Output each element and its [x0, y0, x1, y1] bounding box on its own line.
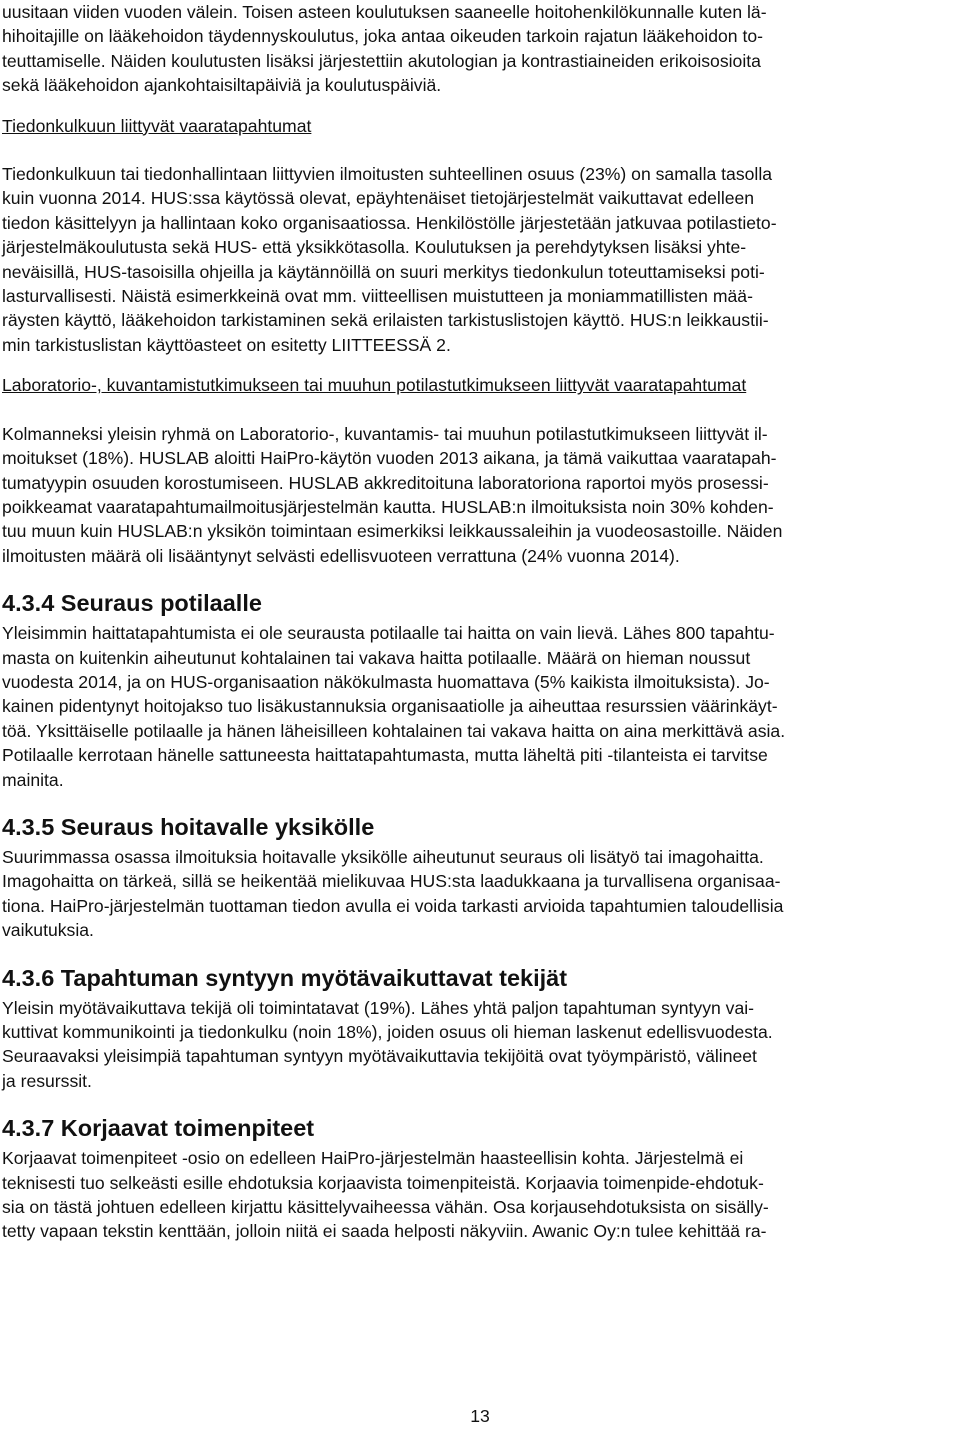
text-line: tetty vapaan tekstin kenttään, jolloin niitä ei saada helposti näkyviin. Awanic Oy:n tulee kehittää ra-: [2, 1221, 767, 1242]
text-line: poikkeamat vaaratapahtumailmoitusjärjestelmän kautta. HUSLAB:n ilmoituksista noin 30% kohden-: [2, 496, 774, 517]
text-line: Seuraavaksi yleisimpiä tapahtuman syntyyn myötävaikuttavia tekijöitä ovat työympäristö, välineet: [2, 1046, 757, 1067]
text-line: tiedon käsittelyyn ja hallintaan koko organisaatiossa. Henkilöstölle järjestetään jatkuvaa potilastieto-: [2, 212, 777, 233]
text-line: ilmoitusten määrä oli lisääntynyt selvästi edellisvuoteen verrattuna (24% vuonna 2014).: [2, 545, 680, 566]
text-line: räysten käyttö, lääkehoidon tarkistaminen sekä erilaisten tarkistuslistojen käyttö. HUS:n leikkaustii-: [2, 310, 769, 331]
text-line: kuttivat kommunikointi ja tiedonkulku (noin 18%), joiden osuus oli hieman laskenut edellisvuodesta.: [2, 1022, 773, 1042]
text-line: teknisesti tuo selkeästi esille ehdotuksia korjaavista toimenpiteistä. Korjaavia toimenpide-ehdotuk-: [2, 1172, 764, 1193]
section-heading-4-3-4: 4.3.4 Seuraus potilaalle: [2, 590, 262, 617]
text-line: vuodesta 2014, ja on HUS-organisaation näkökulmasta huomattava (5% kaikista ilmoituksista). Jo-: [2, 671, 770, 692]
section-4-3-6-paragraph: [2, 996, 952, 1094]
text-line: teuttamiselle. Näiden koulutusten lisäksi järjestettiin akutologian ja kontrastiaineiden erikoisosioita: [2, 50, 761, 71]
text-line: Potilaalle kerrotaan hänelle sattuneesta haittatapahtumasta, mutta läheltä piti -tilanteista ei tarvitse: [2, 745, 768, 766]
section-4-3-4-paragraph: [2, 621, 952, 792]
text-line: Kolmanneksi yleisin ryhmä on Laboratorio-, kuvantamis- tai muuhun potilastutkimukseen liittyvät il-: [2, 423, 768, 444]
text-line: sia on tästä johtuen edelleen kirjattu käsittelyvaiheessa vähän. Osa korjausehdotuksista on sisälly-: [2, 1197, 769, 1218]
page-number: 13: [470, 1406, 490, 1426]
text-line: moitukset (18%). HUSLAB aloitti HaiPro-käytön vuoden 2013 aikana, ja tämä vaikuttaa vaaratapah-: [2, 448, 777, 469]
intro-paragraph: [2, 0, 952, 98]
text-line: tumatyypin osuuden korostumiseen. HUSLAB akkreditoituna laboratoriona raportoi myös prosessi-: [2, 472, 769, 493]
text-line: neväisillä, HUS-tasoisilla ohjeilla ja käytännöillä on suuri merkitys tiedonkulun toteuttamiseksi poti-: [2, 261, 765, 282]
text-line: hihoitajille on lääkehoidon täydennyskoulutus, joka antaa oikeuden tarkoin rajatun lääkehoidon to-: [2, 26, 763, 47]
text-line: mainita.: [2, 769, 64, 790]
text-line: kainen pidentynyt hoitojakso tuo lisäkustannuksia organisaatiolle ja aiheuttaa resurssien väärinkäyt-: [2, 696, 778, 717]
text-line: Yleisin myötävaikuttava tekijä oli toimintatavat (19%). Lähes yhtä paljon tapahtuman syntyyn vai-: [2, 997, 755, 1018]
text-line: Suurimmassa osassa ilmoituksia hoitavalle yksikölle aiheutunut seuraus oli lisätyö tai imagohaitta.: [2, 846, 764, 867]
text-line: uusitaan viiden vuoden välein. Toisen asteen koulutuksen saaneelle hoitohenkilökunnalle kuten lä-: [2, 2, 767, 22]
laboratory-subheading: Laboratorio-, kuvantamistutkimukseen tai muuhun potilastutkimukseen liittyvät vaaratapahtumat: [2, 375, 747, 396]
section-heading-4-3-5: 4.3.5 Seuraus hoitavalle yksikölle: [2, 813, 375, 840]
text-line: vaikutuksia.: [2, 920, 94, 941]
text-line: Yleisimmin haittatapahtumista ei ole seurausta potilaalle tai haitta on vain lievä. Lähes 800 tapahtu-: [2, 623, 775, 644]
text-line: ja resurssit.: [2, 1070, 92, 1091]
text-line: masta on kuitenkin aiheutunut kohtalainen tai vakava haitta potilaalle. Määrä on hieman noussut: [2, 647, 751, 668]
info-flow-paragraph: [2, 162, 952, 357]
text-line: lasturvallisesti. Näistä esimerkkeinä ovat mm. viitteellisen muistutteen ja moniammatillisten mää-: [2, 286, 753, 307]
section-4-3-5-paragraph: [2, 845, 952, 943]
section-4-3-7-paragraph: [2, 1146, 952, 1244]
laboratory-paragraph: [2, 422, 952, 568]
text-line: tuu muun kuin HUSLAB:n yksikön toimintaan esimerkiksi leikkaussaleihin ja vuodeosastoille. Näiden: [2, 521, 783, 542]
text-line: min tarkistuslistan käyttöasteet on esitetty LIITTEESSÄ 2.: [2, 334, 451, 355]
info-flow-subheading: Tiedonkulkuun liittyvät vaaratapahtumat: [2, 115, 312, 136]
text-line: kuin vuonna 2014. HUS:ssa käytössä olevat, epäyhtenäiset tietojärjestelmät vaikuttavat edelleen: [2, 188, 755, 209]
text-line: Imagohaitta on tärkeä, sillä se heikentää mielikuvaa HUS:sta laadukkaana ja turvallisena organisaa-: [2, 871, 781, 892]
text-line: sekä lääkehoidon ajankohtaisiltapäiviä ja koulutuspäiviä.: [2, 75, 442, 96]
text-line: tiona. HaiPro-järjestelmän tuottaman tiedon avulla ei voida tarkasti arvioida tapahtumien taloudellisia: [2, 895, 784, 916]
text-line: Tiedonkulkuun tai tiedonhallintaan liittyvien ilmoitusten suhteellinen osuus (23%) on samalla tasolla: [2, 164, 773, 185]
document-page: [2, 0, 952, 1260]
text-line: töä. Yksittäiselle potilaalle ja hänen läheisilleen kohtalainen tai vakava haitta on aina merkittävä asia.: [2, 720, 786, 741]
section-heading-4-3-7: 4.3.7 Korjaavat toimenpiteet: [2, 1115, 315, 1142]
text-line: Korjaavat toimenpiteet -osio on edelleen HaiPro-järjestelmän haasteellisin kohta. Järjestelmä ei: [2, 1148, 744, 1169]
section-heading-4-3-6: 4.3.6 Tapahtuman syntyyn myötävaikuttavat tekijät: [2, 964, 568, 991]
text-line: järjestelmäkoulutusta sekä HUS- että yksikkötasolla. Koulutuksen ja perehdytyksen lisäksi yhte-: [2, 237, 747, 258]
